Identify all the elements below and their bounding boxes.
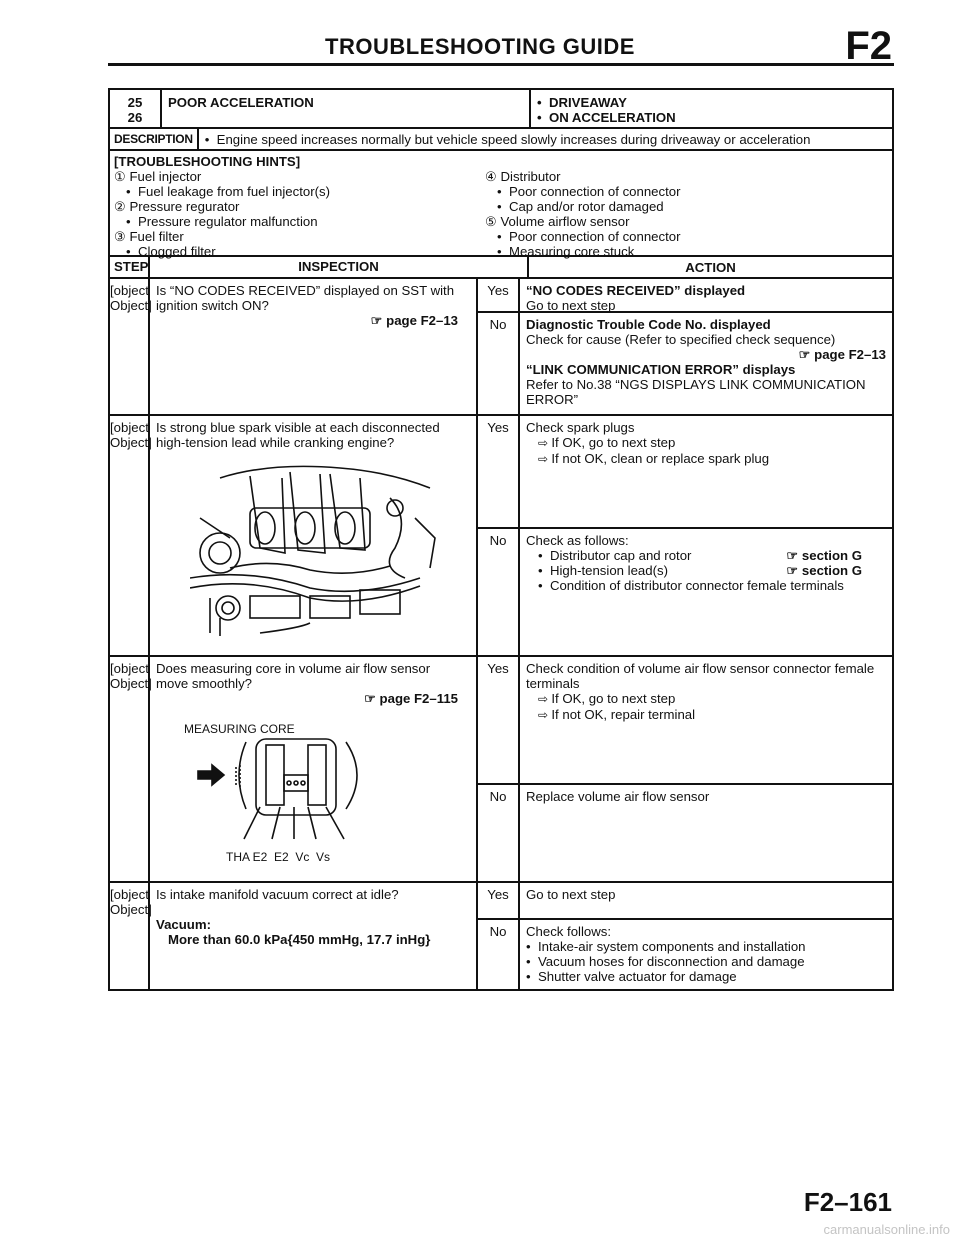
symptom-number: 25: [127, 95, 143, 110]
step-row: [108, 657, 894, 883]
no-action: [520, 920, 892, 989]
hint-detail: • Poor connection of connector: [485, 184, 888, 199]
step-number: [object Object]: [110, 279, 150, 414]
hints-right: [485, 154, 888, 259]
answer-no: [478, 785, 892, 881]
action-ok: ⇨ If OK, go to next step: [526, 691, 886, 707]
inspection-line: Is strong blue spark visible at each disconnected: [156, 420, 440, 435]
section-reference: ☞ section G: [786, 548, 862, 563]
hint-item: ③ Fuel filter: [114, 229, 184, 244]
action-title: Check spark plugs: [526, 420, 635, 435]
action-title: Check condition of volume air flow sensor connector female: [526, 661, 875, 676]
check-item-text: • Distributor cap and rotor: [538, 548, 691, 563]
inspection-line: ignition switch ON?: [156, 298, 269, 313]
hint-detail: • Fuel leakage from fuel injector(s): [114, 184, 485, 199]
section-code: F2: [845, 24, 892, 68]
step-number: [object Object]: [110, 883, 150, 989]
action-title: “NO CODES RECEIVED” displayed: [526, 283, 746, 298]
yes-action: [520, 416, 892, 527]
answer-no: [478, 529, 892, 655]
action-line: Check for cause (Refer to specified check sequence): [526, 332, 836, 347]
header-rule: [108, 63, 894, 66]
step-row: [108, 416, 894, 657]
steps-table-header: [108, 257, 894, 279]
hints-title: [TROUBLESHOOTING HINTS]: [114, 154, 301, 169]
description-row: [108, 129, 894, 151]
yes-label: Yes: [478, 657, 520, 783]
inspection-line: high-tension lead while cranking engine?: [156, 435, 395, 450]
step-inspection: [150, 883, 478, 989]
action-line: Refer to No.38 “NGS DISPLAYS LINK COMMUNICATION: [526, 377, 866, 392]
yes-action: [520, 657, 892, 783]
yes-label: Yes: [478, 883, 520, 918]
hint-detail: • Cap and/or rotor damaged: [485, 199, 888, 214]
hint-item: ⑤ Volume airflow sensor: [485, 214, 630, 229]
troubleshooting-sheet: [108, 88, 894, 991]
no-action: [520, 529, 892, 655]
action-line: ERROR”: [526, 392, 579, 407]
symptom-numbers: [110, 90, 162, 127]
condition-item: • ON ACCELERATION: [537, 110, 892, 125]
answer-no: [478, 920, 892, 989]
page-title: TROUBLESHOOTING GUIDE: [325, 34, 635, 59]
check-item: [526, 548, 886, 563]
check-item-text: • Intake-air system components and installation: [526, 939, 886, 954]
inspection-line: move smoothly?: [156, 676, 253, 691]
answer-yes: [478, 279, 892, 313]
step-answers: [478, 416, 892, 655]
page-reference: ☞ page F2–13: [798, 347, 886, 362]
answer-yes: [478, 883, 892, 920]
symptom-name: POOR ACCELERATION: [162, 90, 531, 127]
hint-detail: • Clogged filter: [114, 244, 485, 259]
watermark: carmanualsonline.info: [823, 1222, 950, 1237]
hint-detail: • Measuring core stuck: [485, 244, 888, 259]
col-inspection: INSPECTION: [150, 256, 529, 278]
yes-label: Yes: [478, 416, 520, 527]
hint-item: ④ Distributor: [485, 169, 561, 184]
answer-yes: [478, 416, 892, 529]
no-action: [520, 313, 892, 414]
col-action: ACTION: [685, 259, 736, 275]
step-answers: [478, 657, 892, 881]
section-reference: ☞ section G: [786, 563, 862, 578]
step-inspection: [150, 279, 478, 414]
check-item: [526, 563, 886, 578]
action-title: Check follows:: [526, 924, 612, 939]
condition-item: • DRIVEAWAY: [537, 95, 892, 110]
step-answers: [478, 883, 892, 989]
action-not-ok: ⇨ If not OK, clean or replace spark plug: [526, 451, 886, 467]
step-number: [object Object]: [110, 657, 150, 881]
hint-item: ② Pressure regurator: [114, 199, 240, 214]
troubleshooting-hints: [108, 151, 894, 257]
page-reference: ☞ page F2–115: [364, 691, 458, 706]
step-row: [108, 279, 894, 416]
answer-yes: [478, 657, 892, 785]
inspection-line: Is intake manifold vacuum correct at idle?: [156, 887, 399, 902]
symptom-title-block: [108, 88, 894, 129]
hint-item: ① Fuel injector: [114, 169, 202, 184]
inspection-line: Does measuring core in volume air flow sensor: [156, 661, 431, 676]
action-title: Diagnostic Trouble Code No. displayed: [526, 317, 771, 332]
hints-left: [114, 154, 485, 259]
check-item-text: • Condition of distributor connector female terminals: [526, 578, 886, 593]
action-title-cont: terminals: [526, 676, 580, 691]
yes-action: [520, 279, 892, 311]
no-action: Replace volume air flow sensor: [526, 789, 710, 804]
no-label: No: [478, 529, 520, 655]
no-label: No: [478, 920, 520, 989]
yes-label: Yes: [478, 279, 520, 311]
hint-detail: • Pressure regulator malfunction: [114, 214, 485, 229]
step-inspection: [150, 657, 478, 881]
inspection-line: Is “NO CODES RECEIVED” displayed on SST with: [156, 283, 455, 298]
step-row: [108, 883, 894, 991]
connector-pin-labels: THA E2 E2 Vc Vs: [226, 850, 331, 864]
yes-action: Go to next step: [526, 887, 616, 902]
page-reference: ☞ page F2–13: [370, 313, 458, 328]
check-item-text: • Shutter valve actuator for damage: [526, 969, 886, 984]
hint-detail: • Poor connection of connector: [485, 229, 888, 244]
description-label: DESCRIPTION: [110, 128, 199, 150]
page-number: F2–161: [803, 1187, 892, 1217]
check-item-text: • High-tension lead(s): [538, 563, 668, 578]
check-item-text: • Vacuum hoses for disconnection and damage: [526, 954, 886, 969]
action-title: Check as follows:: [526, 533, 629, 548]
distributor-engine-illustration: [190, 458, 440, 638]
action-not-ok: ⇨ If not OK, repair terminal: [526, 707, 886, 723]
air-flow-sensor-illustration: [196, 737, 396, 847]
action-line: Go to next step: [526, 298, 616, 313]
action-title: “LINK COMMUNICATION ERROR” displays: [526, 362, 796, 377]
symptom-conditions: [531, 90, 892, 127]
no-label: No: [478, 313, 520, 414]
step-inspection: [150, 416, 478, 655]
vacuum-spec: More than 60.0 kPa{450 mmHg, 17.7 inHg}: [168, 932, 431, 947]
symptom-number: 26: [127, 110, 143, 125]
vacuum-label: Vacuum:: [156, 917, 211, 932]
step-number: [object Object]: [110, 416, 150, 655]
col-step: STEP: [110, 256, 150, 278]
no-label: No: [478, 785, 520, 881]
step-answers: [478, 279, 892, 414]
answer-no: [478, 313, 892, 414]
description-text: • Engine speed increases normally but vehicle speed slowly increases during driveaway or acceleration: [199, 132, 811, 147]
action-ok: ⇨ If OK, go to next step: [526, 435, 886, 451]
figure-label: MEASURING CORE: [184, 722, 295, 736]
